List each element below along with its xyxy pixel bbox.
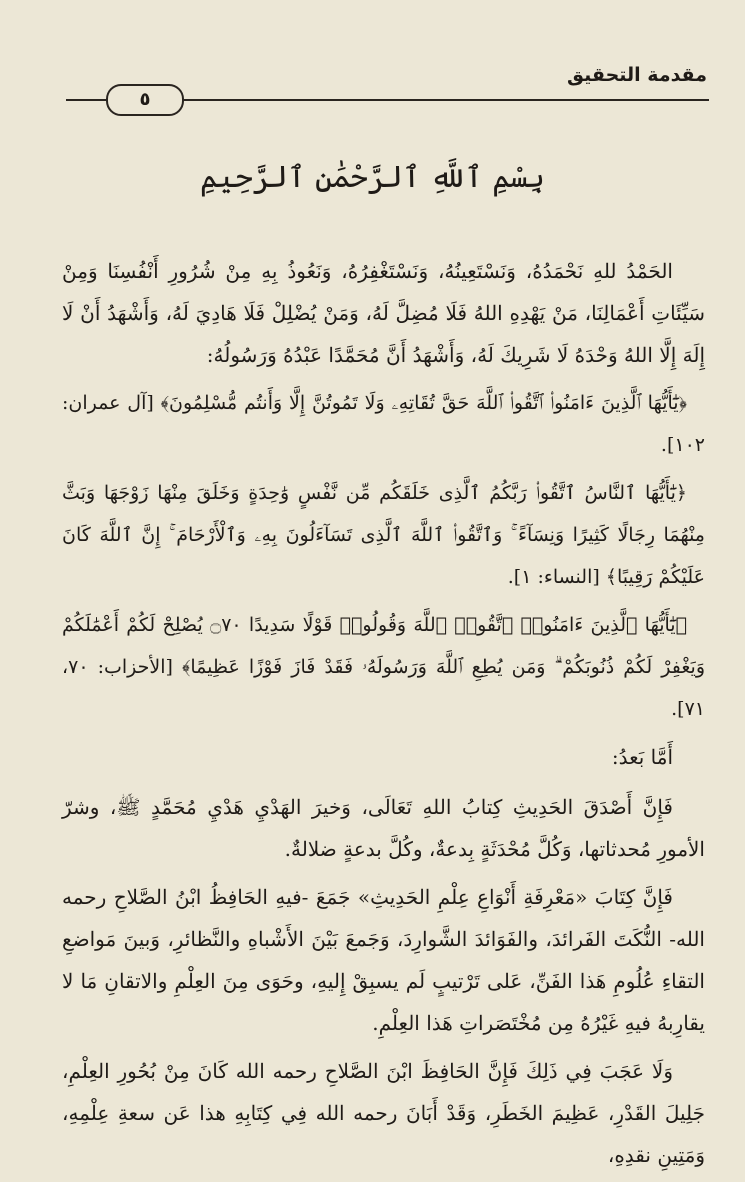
quran-verse-al-imran: ﴿يَٰٓأَيُّهَا ٱلَّذِينَ ءَامَنُوا۟ ٱتَّقُوا۟ ٱللَّهَ حَقَّ تُقَاتِهِۦ وَلَا تَمُوتُنَّ إِلَّا وَأَنتُم مُّسْلِمُونَ﴾ [آل عمران: ١٠٢].: [62, 392, 705, 456]
opening-paragraph: الحَمْدُ للهِ نَحْمَدُهُ، وَنَسْتَعِينُهُ، وَنَسْتَغْفِرُهُ، وَنَعُوذُ بِهِ مِنْ شُرُورِ أَنْفُسِنَا وَمِنْ سَيِّئَاتِ أَعْمَالِنَا، مَنْ يَهْدِهِ اللهُ فَلَا مُضِلَّ لَهُ، وَمَنْ يُضْلِلْ فَلَا هَادِيَ لَهُ، وَأَشْهَدُ أَنْ لَا إِلَهَ إِلَّا اللهُ وَحْدَهُ لَا شَرِيكَ لَهُ، وَأَشْهَدُ أَنَّ مُحَمَّدًا عَبْدُهُ وَرَسُولُهُ:: [62, 259, 705, 367]
basmala-heading: بِسْمِ ٱللَّهِ ٱلرَّحْمَٰنِ ٱلرَّحِيمِ: [199, 160, 545, 195]
quran-verse-an-nisa: ﴿يَٰٓأَيُّهَا ٱلنَّاسُ ٱتَّقُوا۟ رَبَّكُمُ ٱلَّذِى خَلَقَكُم مِّن نَّفْسٍ وَٰحِدَةٍ وَخَلَقَ مِنْهَا زَوْجَهَا وَبَثَّ مِنْهُمَا رِجَالًا كَثِيرًا وَنِسَآءً ۚ وَٱتَّقُوا۟ ٱللَّهَ ٱلَّذِى تَسَآءَلُونَ بِهِۦ وَٱلْأَرْحَامَ ۚ إِنَّ ٱللَّهَ كَانَ عَلَيْكُمْ رَقِيبًا﴾ [النساء: ١].: [62, 482, 705, 588]
running-header-title: مقدمة التحقيق: [567, 64, 707, 86]
body-text: [62, 250, 705, 1182]
page-number: ٥: [106, 84, 184, 116]
hadith-paragraph: فَإِنَّ أَصْدَقَ الحَدِيثِ كِتابُ اللهِ تَعَالَى، وَخيرَ الهَدْيِ هَدْيِ مُحَمَّدٍ ﷺ، وشرّ الأمورِ مُحدثاتها، وَكُلَّ مُحْدَثَةٍ بِدعةٌ، وكُلَّ بدعةٍ ضلالةٌ.: [62, 795, 705, 861]
quran-verse-al-ahzab: ﴿يَٰٓأَيُّهَا ٱلَّذِينَ ءَامَنُوا۟ ٱتَّقُوا۟ ٱللَّهَ وَقُولُوا۟ قَوْلًا سَدِيدًا ۝٧٠ يُصْلِحْ لَكُمْ أَعْمَٰلَكُمْ وَيَغْفِرْ لَكُمْ ذُنُوبَكُمْ ۗ وَمَن يُطِعِ ٱللَّهَ وَرَسُولَهُۥ فَقَدْ فَازَ فَوْزًا عَظِيمًا﴾ [الأحزاب: ٧٠، ٧١].: [62, 614, 705, 720]
book-description-paragraph: فَإِنَّ كِتَابَ «مَعْرِفَةِ أَنْوَاعِ عِلْمِ الحَدِيثِ» جَمَعَ -فيهِ الحَافِظُ ابْنُ الصَّلاحِ رحمه الله- النُّكَتَ الفَرائدَ، والفَوَائدَ الشَّوارِدَ، وَجَمعَ بَيْنَ الأَشْباهِ والنَّظائرِ، وَبينَ مَواضعِ التقاءِ عُلُومِ هَذا الفَنِّ، عَلى تَرْتيبٍ لَم يسبِقْ إِليهِ، وحَوَى مِنَ العِلْمِ والاتقانِ مَا لا يقارِبهُ فيهِ غَيْرُهُ مِن مُخْتَصَراتِ هَذا العِلْمِ.: [62, 885, 705, 1035]
amma-baad-line: أَمَّا بَعدُ:: [611, 745, 673, 769]
author-praise-paragraph: وَلَا عَجَبَ فِي ذَلِكَ فَإِنَّ الحَافِظَ ابْنَ الصَّلاحِ رحمه الله كَانَ مِنْ بُحُورِ العِلْمِ، جَلِيلَ القَدْرِ، عَظِيمَ الخَطَرِ، وَقَدْ أَبَانَ رحمه الله فِي كِتَابِهِ هذا عَن سعةِ عِلْمِهِ، وَمَتِينِ نقدِهِ،: [62, 1059, 706, 1167]
